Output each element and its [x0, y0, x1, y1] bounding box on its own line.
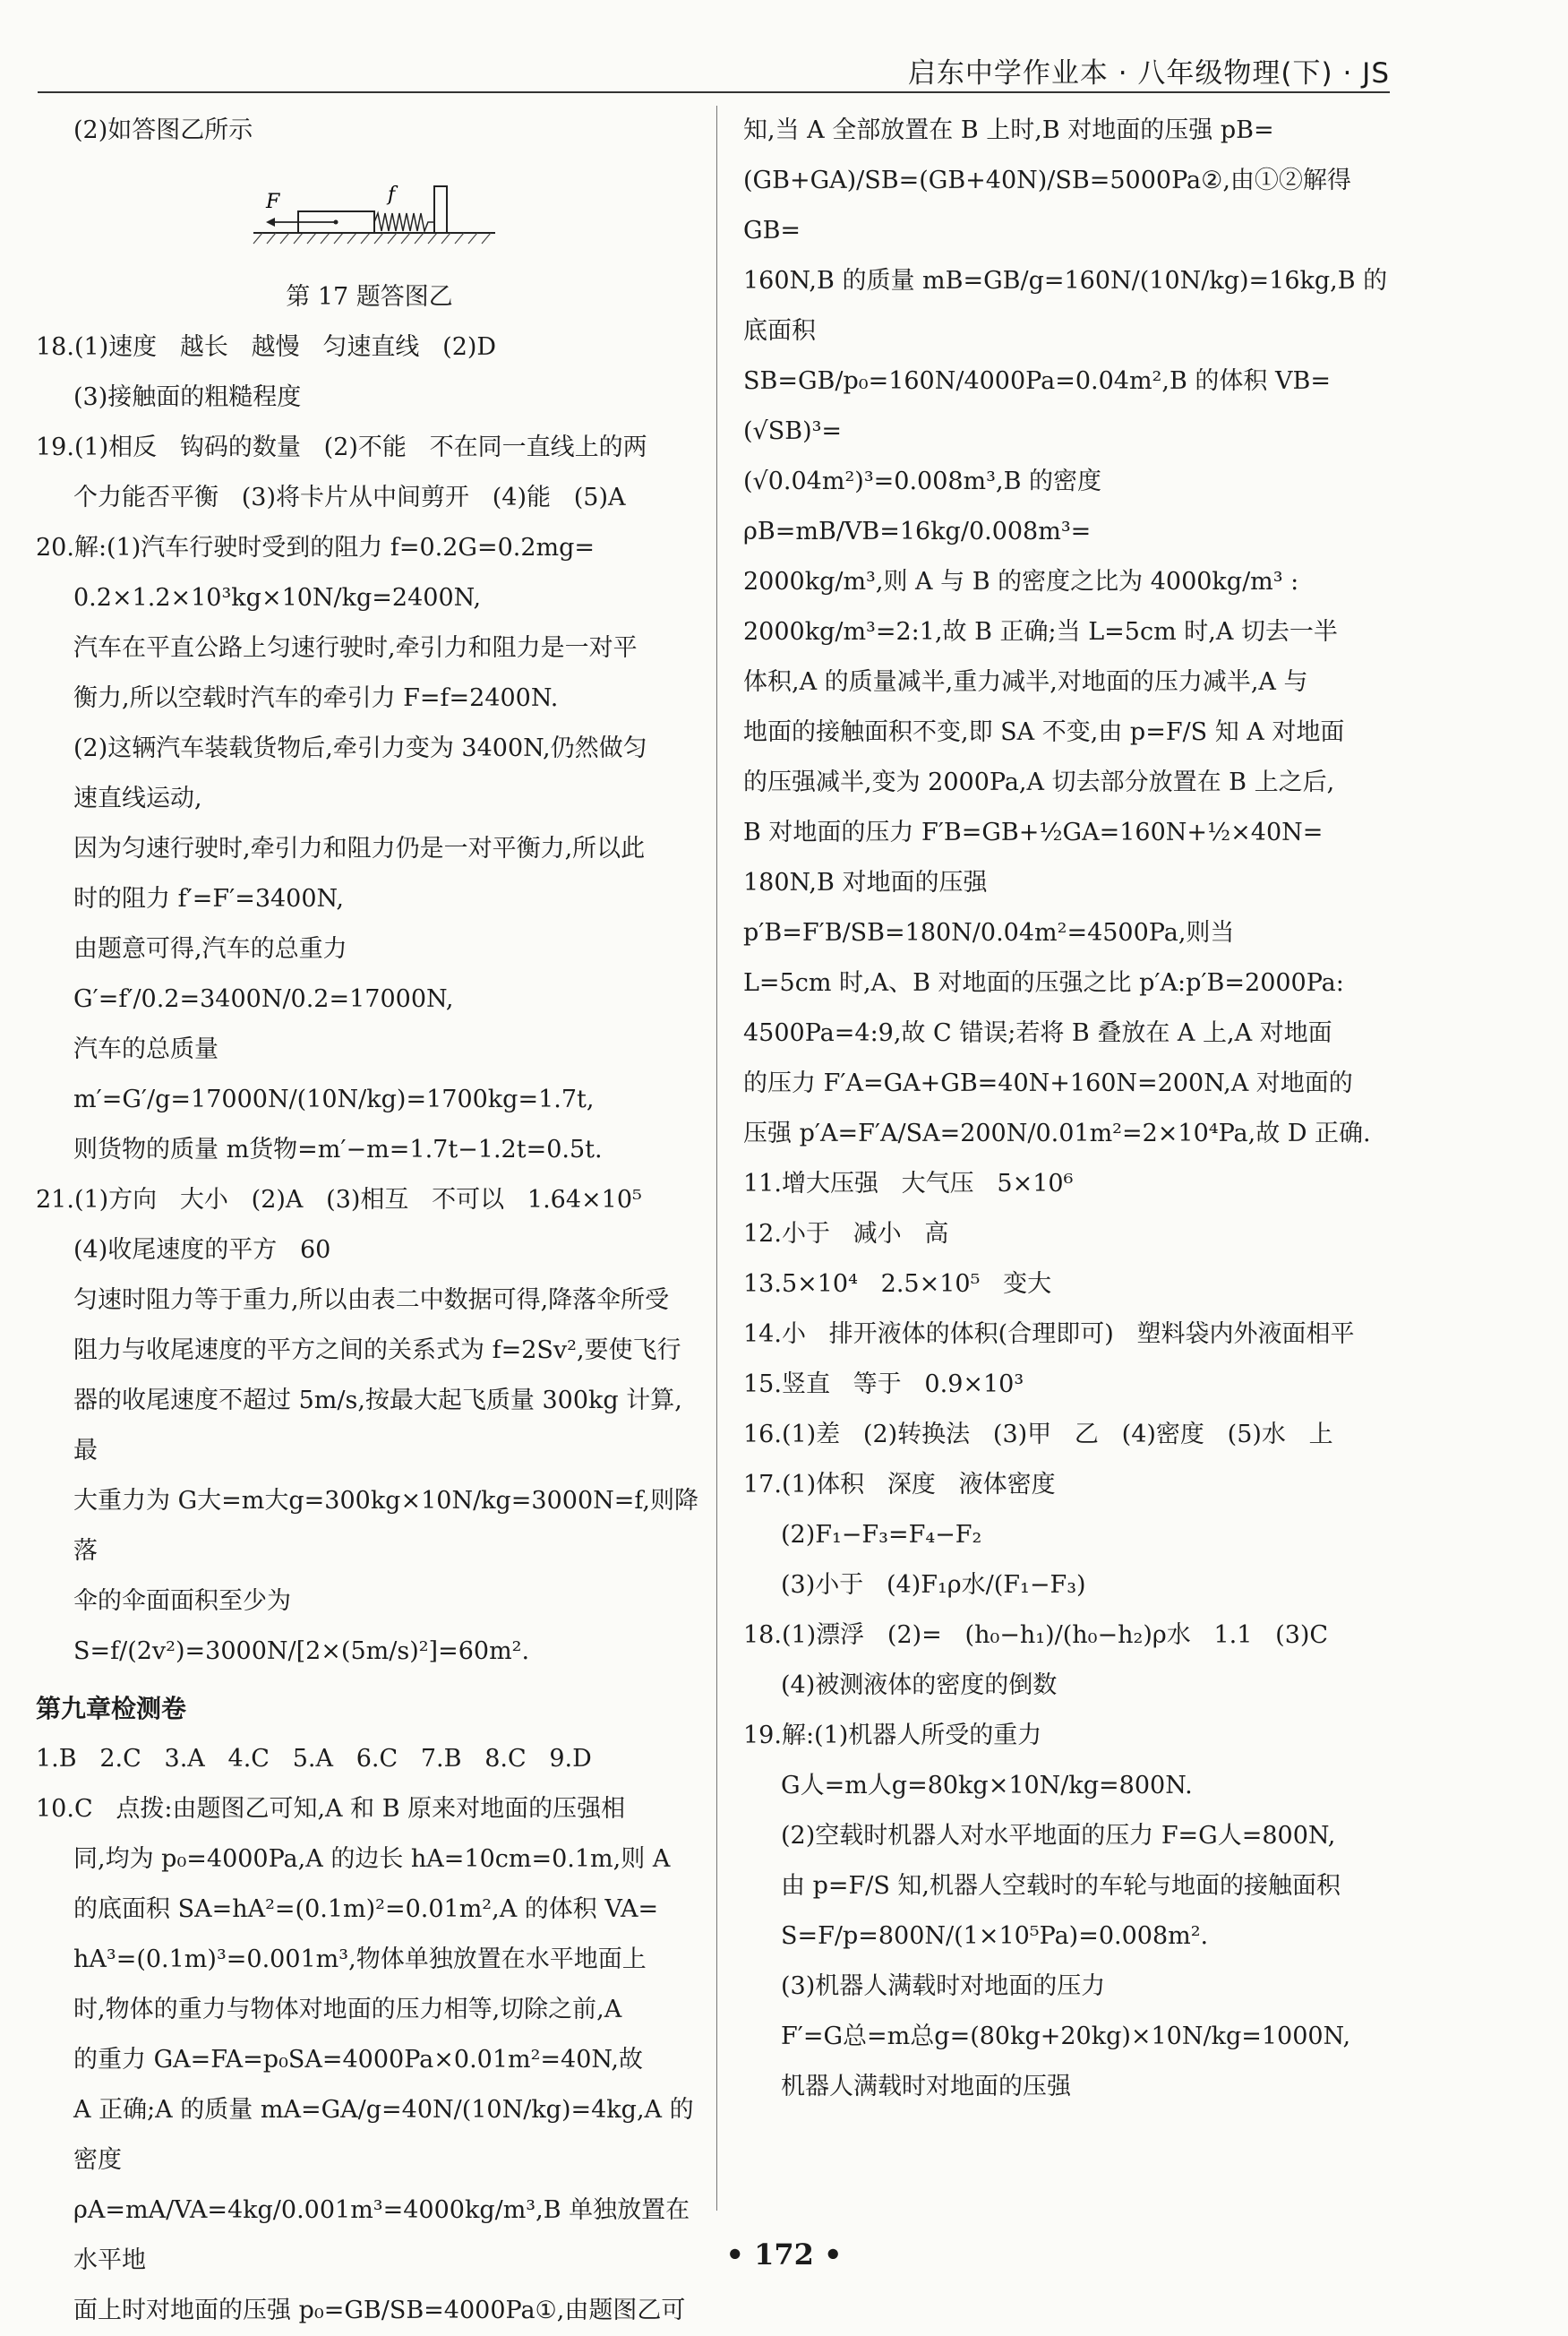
left-column [36, 106, 703, 2336]
answer-figure [36, 156, 703, 272]
spring-coil [374, 213, 434, 231]
text-line: (4)被测液体的密度的倒数 [781, 1671, 1058, 1699]
force-f-label: f [387, 184, 395, 206]
text-line: 大重力为 G大=m大g=300kg×10N/kg=3000N=f,则降落 [73, 1487, 699, 1565]
text-line: (2)如答图乙所示 [73, 116, 253, 144]
text-line: 个力能否平衡 (3)将卡片从中间剪开 (4)能 (5)A [73, 484, 626, 511]
text-line: hA³=(0.1m)³=0.001m³,物体单独放置在水平地面上 [73, 1945, 647, 1973]
text-line: 则货物的质量 m货物=m′−m=1.7t−1.2t=0.5t. [73, 1136, 603, 1164]
text-line: 衡力,所以空载时汽车的牵引力 F=f=2400N. [73, 684, 559, 712]
text-line: 汽车的总质量 m′=G′/g=17000N/(10N/kg)=1700kg=1.7t, [73, 1035, 595, 1113]
text-line: (2)F₁−F₃=F₄−F₂ [781, 1521, 982, 1549]
text-line: 20.解:(1)汽车行驶时受到的阻力 f=0.2G=0.2mg= [36, 534, 595, 562]
text-line: 12.小于 减小 高 [743, 1220, 949, 1248]
text-line: 的压强减半,变为 2000Pa,A 切去部分放置在 B 上之后, [743, 769, 1335, 796]
text-line: 19.(1)相反 钩码的数量 (2)不能 不在同一直线上的两 [36, 434, 647, 461]
text-line: 15.竖直 等于 0.9×10³ [743, 1370, 1024, 1398]
text-line: SB=GB/p₀=160N/4000Pa=0.04m²,B 的体积 VB=(√SB)³= [743, 367, 1331, 445]
text-line: 压强 p′A=F′A/SA=200N/0.01m²=2×10⁴Pa,故 D 正确. [743, 1120, 1371, 1147]
section-title: 第九章检测卷 [36, 1694, 187, 1723]
header-rule [38, 91, 1390, 93]
text-line: 知,当 A 全部放置在 B 上时,B 对地面的压强 pB= [743, 116, 1274, 144]
page-header [38, 36, 1390, 93]
text-line: 汽车在平直公路上匀速行驶时,牵引力和阻力是一对平 [73, 634, 638, 662]
text-line: (GB+GA)/SB=(GB+40N)/SB=5000Pa②,由①②解得 GB= [743, 167, 1359, 245]
text-line: (4)收尾速度的平方 60 [73, 1236, 331, 1264]
text-line: 阻力与收尾速度的平方之间的关系式为 f=2Sv²,要使飞行 [73, 1336, 681, 1364]
text-line: 11.增大压强 大气压 5×10⁶ [743, 1170, 1074, 1198]
text-line: 由 p=F/S 知,机器人空载时的车轮与地面的接触面积 [781, 1872, 1341, 1900]
text-line: (2)这辆汽车装载货物后,牵引力变为 3400N,仍然做匀 [73, 734, 647, 762]
text-line: 体积,A 的质量减半,重力减半,对地面的压力减半,A 与 [743, 668, 1308, 696]
text-line: 的底面积 SA=hA²=(0.1m)²=0.01m²,A 的体积 VA= [73, 1895, 659, 1923]
text-line: 0.2×1.2×10³kg×10N/kg=2400N, [73, 584, 482, 612]
text-line: 匀速时阻力等于重力,所以由表二中数据可得,降落伞所受 [73, 1286, 670, 1314]
text-line: L=5cm 时,A、B 对地面的压强之比 p′A:p′B=2000Pa: [743, 969, 1344, 997]
text-line: 时的阻力 f′=F′=3400N, [73, 885, 345, 913]
text-line: 地面的接触面积不变,即 SA 不变,由 p=F/S 知 A 对地面 [743, 718, 1345, 746]
text-line: 17.(1)体积 深度 液体密度 [743, 1471, 1056, 1499]
text-line: 因为匀速行驶时,牵引力和阻力仍是一对平衡力,所以此 [73, 835, 646, 863]
text-line: 2000kg/m³,则 A 与 B 的密度之比为 4000kg/m³ : [743, 568, 1299, 596]
text-line: 同,均为 p₀=4000Pa,A 的边长 hA=10cm=0.1m,则 A [73, 1845, 671, 1873]
text-line: A 正确;A 的质量 mA=GA/g=40N/(10N/kg)=4kg,A 的密度 [73, 2096, 694, 2174]
text-line: 的重力 GA=FA=p₀SA=4000Pa×0.01m²=40N,故 [73, 2046, 643, 2074]
text-line: 19.解:(1)机器人所受的重力 [743, 1722, 1042, 1749]
text-line: 1.B 2.C 3.A 4.C 5.A 6.C 7.B 8.C 9.D [36, 1745, 592, 1773]
text-line: G人=m人g=80kg×10N/kg=800N. [781, 1772, 1193, 1799]
text-line: 器的收尾速度不超过 5m/s,按最大起飞质量 300kg 计算,最 [73, 1387, 682, 1464]
figure-caption: 第 17 题答图乙 [286, 283, 453, 311]
force-F-label: F [265, 191, 279, 213]
text-line: 16.(1)差 (2)转换法 (3)甲 乙 (4)密度 (5)水 上 [743, 1421, 1333, 1448]
text-line: B 对地面的压力 F′B=GB+½GA=160N+½×40N= [743, 819, 1324, 846]
text-line: (2)空载时机器人对水平地面的压力 F=G人=800N, [781, 1822, 1336, 1850]
text-line: (3)接触面的粗糙程度 [73, 383, 302, 411]
right-column [743, 106, 1401, 2112]
text-line: (√0.04m²)³=0.008m³,B 的密度 ρB=mB/VB=16kg/0.008m³= [743, 468, 1110, 545]
text-line: 13.5×10⁴ 2.5×10⁵ 变大 [743, 1270, 1052, 1298]
text-line: (3)机器人满载时对地面的压力 [781, 1972, 1106, 2000]
text-line: 由题意可得,汽车的总重力 G′=f′/0.2=3400N/0.2=17000N, [73, 935, 454, 1013]
text-line: 机器人满载时对地面的压强 [781, 2073, 1071, 2100]
text-line: 10.C 点拨:由题图乙可知,A 和 B 原来对地面的压强相 [36, 1795, 626, 1823]
text-line: 21.(1)方向 大小 (2)A (3)相互 不可以 1.64×10⁵ [36, 1186, 642, 1214]
column-divider [716, 106, 717, 2211]
text-line: 180N,B 对地面的压强 p′B=F′B/SB=180N/0.04m²=4500Pa,则当 [743, 869, 1235, 947]
text-line: ρA=mA/VA=4kg/0.001m³=4000kg/m³,B 单独放置在水平地 [73, 2196, 690, 2274]
text-line: S=F/p=800N/(1×10⁵Pa)=0.008m². [781, 1922, 1209, 1950]
text-line: 时,物体的重力与物体对地面的压力相等,切除之前,A [73, 1996, 622, 2023]
text-line: (3)小于 (4)F₁ρ水/(F₁−F₃) [781, 1571, 1086, 1599]
text-line: 4500Pa=4:9,故 C 错误;若将 B 叠放在 A 上,A 对地面 [743, 1019, 1332, 1047]
text-line: 18.(1)速度 越长 越慢 匀速直线 (2)D [36, 333, 497, 361]
text-line: 2000kg/m³=2:1,故 B 正确;当 L=5cm 时,A 切去一半 [743, 618, 1338, 646]
text-line: 速直线运动, [73, 785, 202, 812]
text-line: 160N,B 的质量 mB=GB/g=160N/(10N/kg)=16kg,B 的底面积 [743, 267, 1388, 345]
text-line: 伞的伞面面积至少为 S=f/(2v²)=3000N/[2×(5m/s)²]=60m². [73, 1587, 530, 1665]
text-line: 14.小 排开液体的体积(合理即可) 塑料袋内外液面相平 [743, 1320, 1355, 1348]
text-line: 面上时对地面的压强 p₀=GB/SB=4000Pa①,由题图乙可 [73, 2297, 686, 2324]
header-title: 启东中学作业本 · 八年级物理(下) · JS [907, 57, 1390, 90]
text-line: F′=G总=m总g=(80kg+20kg)×10N/kg=1000N, [781, 2023, 1351, 2050]
page-number: • 172 • [725, 2237, 843, 2272]
text-line: 的压力 F′A=GA+GB=40N+160N=200N,A 对地面的 [743, 1069, 1353, 1097]
spring-block-diagram [236, 168, 504, 249]
text-line: 18.(1)漂浮 (2)= (h₀−h₁)/(h₀−h₂)ρ水 1.1 (3)C [743, 1621, 1329, 1649]
wall-post [434, 186, 447, 233]
